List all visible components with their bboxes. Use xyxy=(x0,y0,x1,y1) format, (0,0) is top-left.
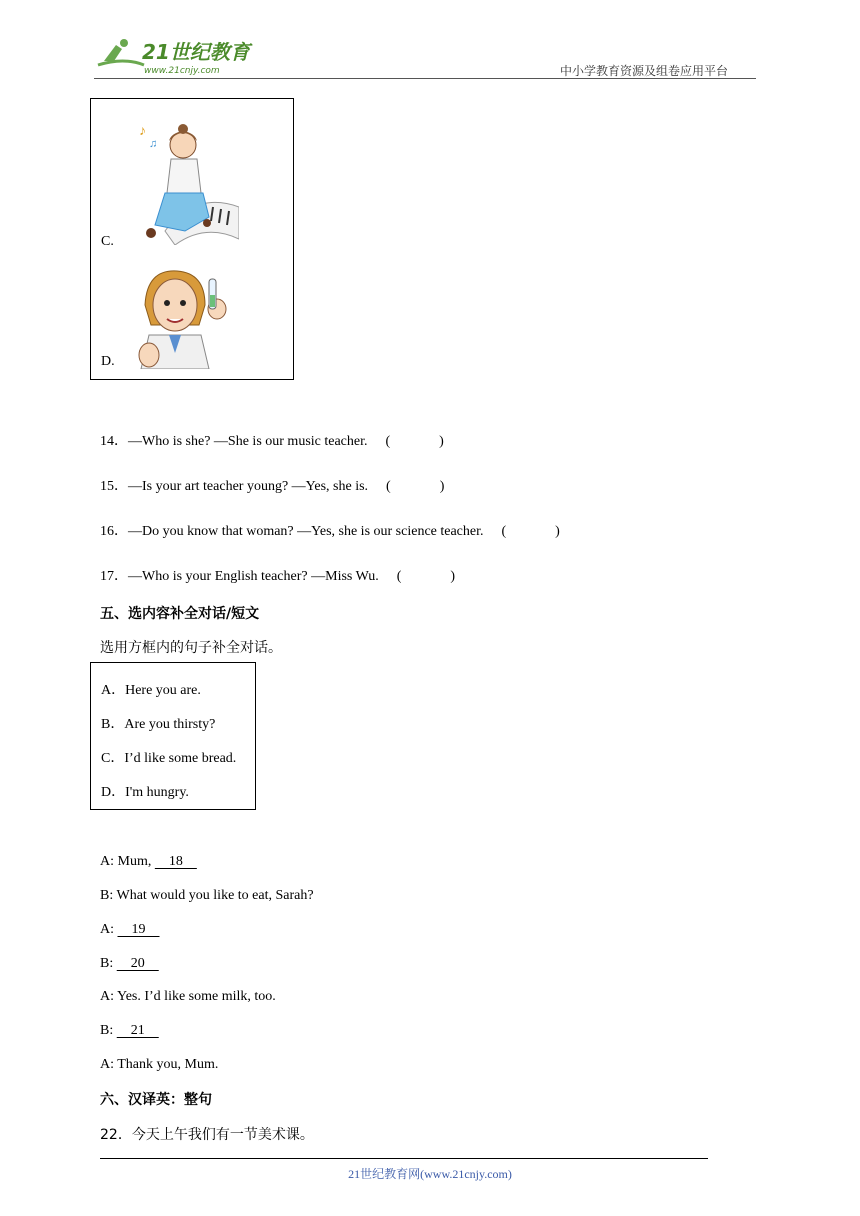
footer-text: 21世纪教育网(www.21cnjy.com) xyxy=(348,1167,512,1181)
dialogue-text: B: xyxy=(100,956,117,971)
logo-url: www.21cnjy.com xyxy=(144,66,220,76)
question-22: 22．今天上午我们有一节美术课。 xyxy=(100,1127,314,1143)
section-5-title: 五、选内容补全对话/短文 xyxy=(100,606,260,622)
answer-paren[interactable]: ( ) xyxy=(396,569,456,584)
site-logo xyxy=(94,35,264,79)
svg-text:♫: ♫ xyxy=(149,138,158,150)
answer-paren[interactable]: ( ) xyxy=(501,524,560,539)
music-teacher-illustration xyxy=(135,121,239,245)
dialogue-text: B: xyxy=(100,1023,117,1038)
sentence-options-box xyxy=(90,662,256,810)
option-d-label: D. xyxy=(101,354,115,369)
question-16 xyxy=(100,520,560,540)
question-text: —Do you know that woman? —Yes, she is our science teacher. xyxy=(128,524,484,539)
svg-text:♪: ♪ xyxy=(139,124,146,139)
dialogue-text: A: Thank you, Mum. xyxy=(100,1057,219,1072)
header-right-text: 中小学教育资源及组卷应用平台 xyxy=(560,64,729,78)
dialogue-line-1 xyxy=(100,854,197,870)
question-15 xyxy=(100,475,444,495)
picture-options-box xyxy=(90,98,294,380)
dialogue-line-4 xyxy=(100,956,159,972)
dialogue-text: A: xyxy=(100,922,118,937)
dialogue-line-7 xyxy=(100,1057,218,1073)
dialogue-text: A: Yes. I’d like some milk, too. xyxy=(100,989,276,1004)
answer-paren[interactable]: ( ) xyxy=(386,479,445,494)
question-text: —Who is she? —She is our music teacher. xyxy=(128,434,368,449)
dialogue-text: A: Mum, xyxy=(100,854,155,869)
question-number: 16． xyxy=(100,524,128,539)
dialogue-line-5 xyxy=(100,989,276,1005)
footer-divider xyxy=(100,1158,708,1159)
question-14 xyxy=(100,430,444,450)
science-teacher-illustration xyxy=(135,265,235,369)
blank-21[interactable]: 21 xyxy=(116,1023,159,1038)
blank-18[interactable]: 18 xyxy=(154,854,197,869)
option-c-label: C. xyxy=(101,234,114,249)
option-b: B．Are you thirsty? xyxy=(101,717,216,732)
question-17 xyxy=(100,565,455,585)
question-number: 15． xyxy=(100,479,128,494)
dialogue-line-6 xyxy=(100,1023,159,1039)
answer-paren[interactable]: ( ) xyxy=(385,434,444,449)
dialogue-text: B: What would you like to eat, Sarah? xyxy=(100,888,314,903)
question-number: 14． xyxy=(100,434,128,449)
option-d: D．I'm hungry. xyxy=(101,785,189,800)
dialogue-line-3 xyxy=(100,922,160,938)
question-number: 17． xyxy=(100,569,128,584)
section-5-instruction: 选用方框内的句子补全对话。 xyxy=(100,640,282,656)
question-text: —Who is your English teacher? —Miss Wu. xyxy=(128,569,379,584)
blank-19[interactable]: 19 xyxy=(117,922,160,937)
blank-20[interactable]: 20 xyxy=(116,956,159,971)
header-divider xyxy=(94,78,756,79)
question-text: —Is your art teacher young? —Yes, she is. xyxy=(128,479,369,494)
section-6-title: 六、汉译英：整句 xyxy=(100,1092,212,1108)
option-c: C．I’d like some bread. xyxy=(101,751,237,766)
dialogue-line-2 xyxy=(100,888,314,904)
option-a: A．Here you are. xyxy=(101,683,201,698)
logo-text: 21世纪教育 xyxy=(142,40,250,64)
